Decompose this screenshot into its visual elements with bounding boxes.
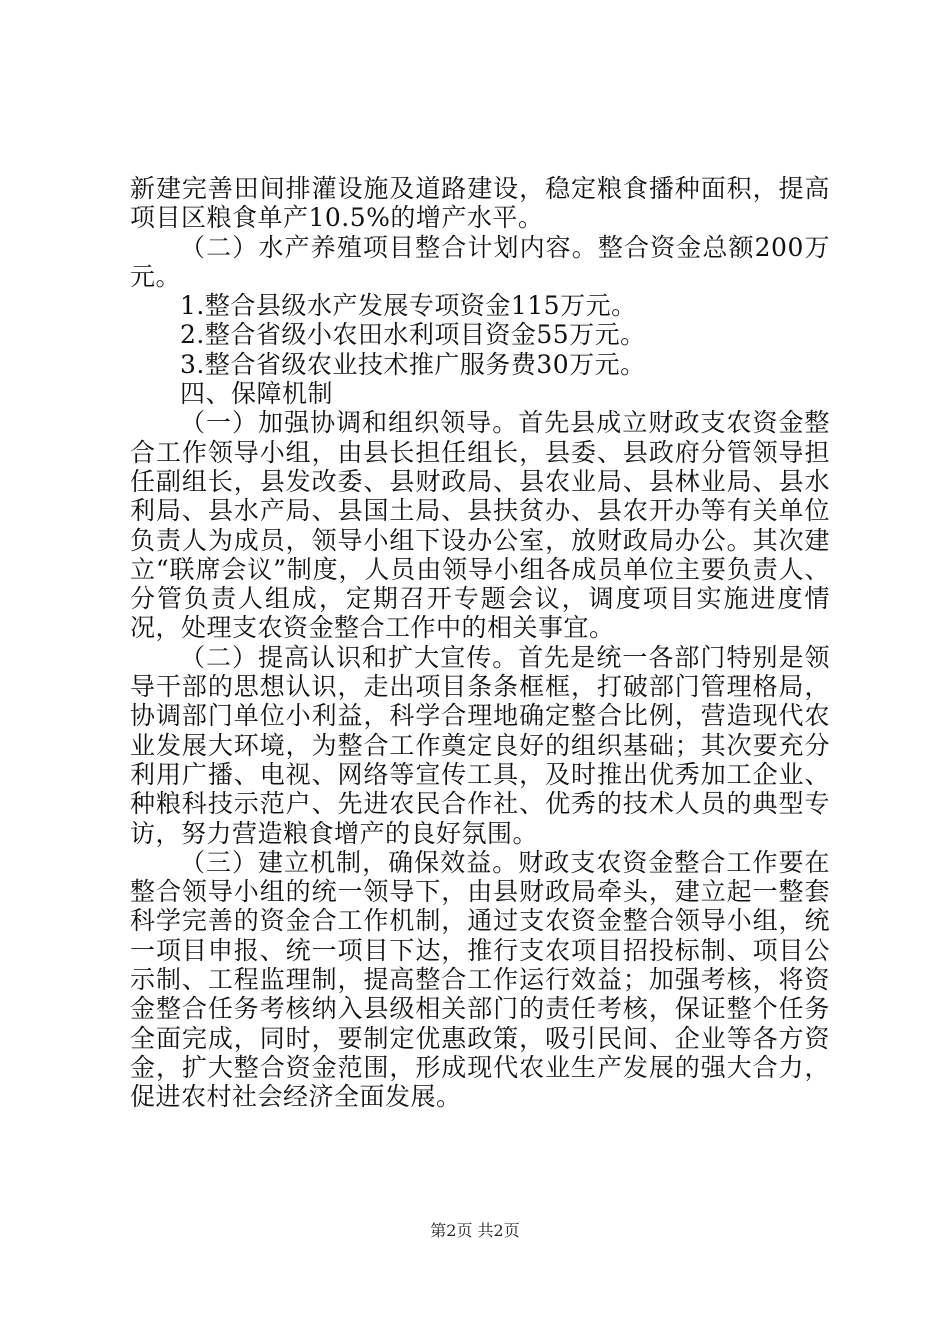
paragraph-aquaculture-plan: （二）水产养殖项目整合计划内容。整合资金总额200万元。 xyxy=(130,232,830,291)
document-body xyxy=(130,174,830,1112)
paragraph-coordination: （一）加强协调和组织领导。首先县成立财政支农资金整合工作领导小组，由县长担任组长，县委、县政府分管领导担任副组长，县发改委、县财政局、县农业局、县林业局、县水利局、县水产局、县国土局、县扶贫办、县农开办等有关单位负责人为成员，领导小组下设办公室，放财政局办公。其次建立“联席会议”制度，人员由领导小组各成员单位主要负责人、分管负责人组成，定期召开专题会议，调度项目实施进度情况，处理支农资金整合工作中的相关事宜。 xyxy=(130,408,830,643)
list-item-provincial-irrigation: 2.整合省级小农田水利项目资金55万元。 xyxy=(180,320,646,350)
page-number-label: 第2页 共2页 xyxy=(430,1221,520,1240)
list-item-provincial-extension: 3.整合省级农业技术推广服务费30万元。 xyxy=(180,349,646,379)
paragraph-awareness: （二）提高认识和扩大宣传。首先是统一各部门特别是领导干部的思想认识，走出项目条条框框，打破部门管理格局，协调部门单位小利益，科学合理地确定整合比例，营造现代农业发展大环境，为整合工作奠定良好的组织基础；其次要充分利用广播、电视、网络等宣传工具，及时推出优秀加工企业、种粮科技示范户、先进农民合作社、优秀的技术人员的典型专访，努力营造粮食增产的良好氛围。 xyxy=(130,642,830,848)
page-footer xyxy=(0,1218,950,1241)
paragraph-mechanism: （三）建立机制，确保效益。财政支农资金整合工作要在整合领导小组的统一领导下，由县财政局牵头，建立起一整套科学完善的资金合工作机制，通过支农资金整合领导小组，统一项目申报、统一项目下达，推行支农项目招投标制、项目公示制、工程监理制，提高整合工作运行效益；加强考核，将资金整合任务考核纳入县级相关部门的责任考核，保证整个任务全面完成，同时，要制定优惠政策，吸引民间、企业等各方资金，扩大整合资金范围，形成现代农业生产发展的强大合力，促进农村社会经济全面发展。 xyxy=(130,847,830,1112)
paragraph-continuation: 新建完善田间排灌设施及道路建设，稳定粮食播种面积，提高项目区粮食单产10.5%的增产水平。 xyxy=(130,174,830,233)
list-item-county-fund: 1.整合县级水产发展专项资金115万元。 xyxy=(180,291,637,321)
section-heading-guarantee: 四、保障机制 xyxy=(180,379,334,409)
